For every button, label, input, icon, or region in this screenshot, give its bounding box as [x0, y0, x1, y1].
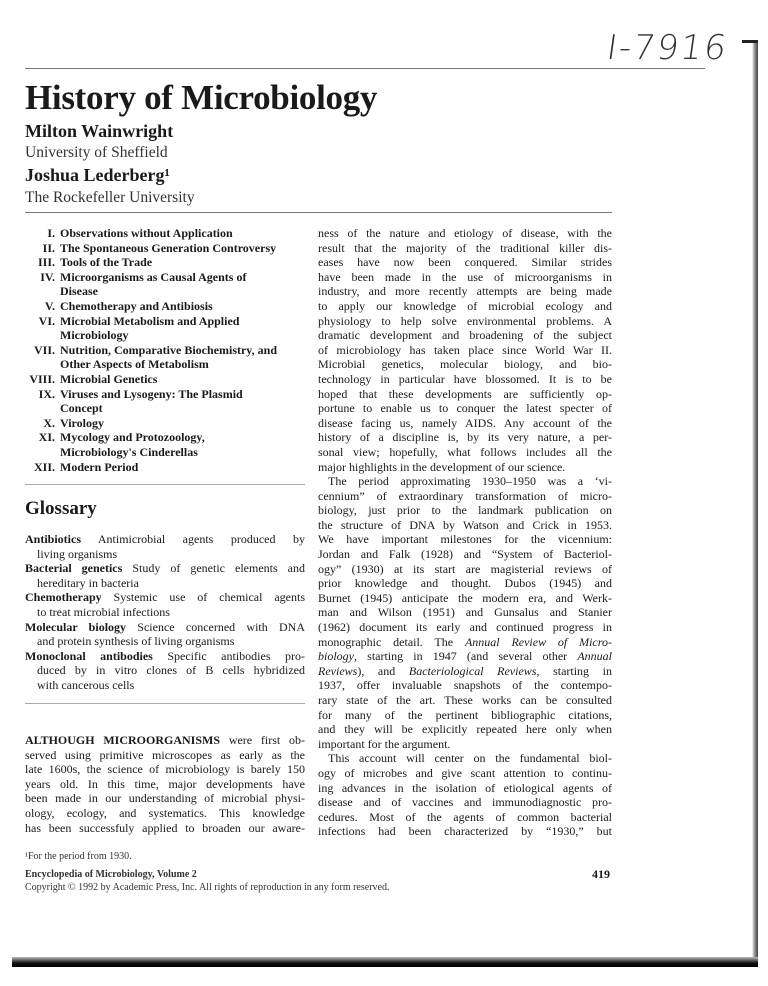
glossary-line	[25, 649, 305, 664]
text-span: monographic detail. The	[318, 634, 465, 649]
glossary-definition: Study of genetic elements and	[132, 561, 305, 576]
toc-number: IV.	[40, 269, 55, 284]
toc-item	[25, 343, 305, 358]
right-column-text	[318, 226, 612, 839]
glossary-term: Chemotherapy	[25, 590, 102, 605]
glossary-definition: Antimicrobial agents produced by	[97, 532, 305, 546]
intro-line	[25, 791, 305, 806]
intro-line	[25, 821, 305, 836]
glossary-line	[25, 576, 305, 591]
toc-number: IX.	[38, 386, 55, 401]
toc-item	[25, 270, 305, 285]
header-rule	[25, 212, 612, 213]
text-span: , starting in 1947 (and several other	[354, 649, 578, 664]
top-rule	[25, 68, 705, 69]
glossary-definition: with cancerous cells	[37, 677, 135, 692]
toc-label: Virology	[60, 415, 104, 430]
glossary-term: Antibiotics	[25, 532, 82, 546]
author-name: Joshua Lederberg¹	[25, 165, 170, 185]
scan-corner-mark	[742, 40, 758, 43]
scan-edge-shadow	[752, 40, 758, 960]
author-name: Milton Wainwright	[25, 121, 174, 141]
toc-label-continued: Disease	[60, 284, 98, 299]
glossary-line	[25, 590, 305, 605]
toc-item	[25, 460, 305, 475]
toc-rule	[25, 484, 305, 485]
intro-paragraph	[25, 733, 305, 835]
toc-label: Modern Period	[60, 459, 139, 474]
glossary-line	[25, 620, 305, 635]
intro-text: has been successfuly applied to broaden our aware-	[25, 820, 305, 835]
glossary-line	[25, 663, 305, 678]
italic-text: Annual Review of Micro-	[464, 634, 612, 649]
text-line: portune to enable us to conquer the latest specter of	[318, 401, 612, 416]
text-line: man and Wilson (1951) and Gunsalus and Stanier	[318, 605, 612, 620]
text-line: We have important milestones for the vicennium:	[318, 532, 612, 547]
glossary-list	[25, 532, 305, 693]
glossary-line	[25, 532, 305, 547]
toc-label-continued: Microbiology's Cinderellas	[60, 444, 198, 459]
intro-text: years old. In this time, major developments have	[25, 776, 305, 791]
toc-label: Observations without Application	[60, 226, 233, 240]
italic-text: Bacteriological Reviews	[408, 663, 537, 678]
publication-line: Encyclopedia of Microbiology, Volume 2	[25, 869, 197, 880]
toc-item	[25, 430, 305, 445]
text-line: (1962) document its early and continued progress in	[318, 620, 612, 635]
text-line: Jordan and Falk (1928) and “System of Bacteriol-	[318, 547, 612, 562]
text-line: ogy of microbes and give scant attention to continu-	[318, 765, 612, 780]
glossary-definition: Specific antibodies pro-	[167, 648, 305, 663]
text-line: history of a discipline is, by its very nature, a per-	[318, 430, 612, 445]
page-title: History of Microbiology	[25, 78, 378, 117]
glossary-definition: to treat microbial infections	[37, 604, 170, 619]
text-line: ogy” (1930) at its start are magisterial reviews of	[318, 561, 612, 576]
text-line: 1937, offer invaluable snapshots of the contempo-	[318, 678, 612, 693]
text-line: rary state of the art. These works can be consulted	[318, 693, 612, 707]
toc-label: Microbial Metabolism and Applied	[60, 313, 240, 328]
toc-item	[25, 226, 305, 241]
text-line: ing advances in the isolation of etiological agents of	[318, 780, 612, 795]
toc-label: Mycology and Protozoology,	[60, 430, 205, 445]
glossary-line	[25, 547, 305, 562]
text-line: cennium” of extraordinary transformation of micro-	[318, 488, 612, 503]
intro-text: were first ob-	[228, 733, 306, 747]
toc-item	[25, 241, 305, 256]
intro-lead: ALTHOUGH MICROORGANISMS	[25, 733, 221, 747]
toc-number: XII.	[33, 459, 55, 474]
intro-line	[25, 733, 305, 748]
intro-line	[25, 777, 305, 792]
glossary-definition: hereditary in bacteria	[37, 575, 139, 590]
text-line: The period approximating 1930–1950 was a ‘vi-	[328, 474, 612, 489]
toc-item	[25, 314, 305, 329]
toc-item	[25, 255, 305, 270]
intro-text: served using primitive microscopes as early as the	[25, 747, 305, 762]
author-affiliation: University of Sheffield	[25, 144, 168, 161]
text-line: dramatic development and broadening of the subject	[318, 328, 612, 343]
toc-label: Viruses and Lysogeny: The Plasmid	[60, 386, 243, 401]
intro-text: been made in our understanding of microbial physi-	[25, 791, 305, 806]
glossary-term: Bacterial genetics	[25, 561, 123, 576]
intro-line	[25, 748, 305, 763]
text-span: ), and	[357, 663, 409, 678]
text-line: to apply our knowledge of microbial ecology and	[318, 298, 612, 313]
text-line: prior knowledge and thought. Dubos (1945) and	[318, 576, 612, 591]
toc-label: The Spontaneous Generation Controversy	[60, 240, 277, 255]
toc-label: Tools of the Trade	[60, 255, 153, 270]
text-span: , starting in	[536, 663, 612, 678]
text-line: the structure of DNA by Watson and Crick in 1953.	[318, 517, 612, 532]
text-line: important for the argument.	[318, 736, 451, 751]
toc-item	[25, 372, 305, 387]
glossary-heading: Glossary	[25, 498, 97, 519]
glossary-line	[25, 561, 305, 576]
glossary-line	[25, 605, 305, 620]
toc-number: II.	[42, 240, 55, 255]
text-line: cedures. Most of the agents of common bacterial	[318, 809, 612, 824]
author-affiliation: The Rockefeller University	[25, 189, 195, 206]
toc-label: Nutrition, Comparative Biochemistry, and	[60, 342, 277, 357]
intro-text: late 1600s, the science of microbiology is barely 150	[25, 762, 305, 777]
intro-line	[25, 762, 305, 777]
intro-line	[25, 806, 305, 821]
glossary-definition: duced by in vitro clones of B cells hybridized	[37, 663, 305, 678]
text-line: physiology to help solve environmental problems. A	[318, 313, 612, 328]
text-line: of microbiology has taken place since World War II.	[318, 342, 612, 357]
glossary-term: Molecular biology	[25, 619, 127, 634]
text-line: disease and of vaccines and immunodiagnostic pro-	[318, 795, 612, 810]
copyright-line: Copyright © 1992 by Academic Press, Inc. All rights of reproduction in any form reserved.	[25, 882, 390, 893]
toc-label-continued: Concept	[60, 401, 103, 416]
glossary-definition: and protein synthesis of living organisms	[37, 634, 235, 649]
toc-number: VII.	[33, 342, 55, 357]
text-line	[318, 664, 612, 679]
footnote: ¹For the period from 1930.	[25, 851, 132, 862]
glossary-rule	[25, 703, 305, 704]
toc-item	[25, 299, 305, 314]
toc-label: Microbial Genetics	[60, 371, 158, 386]
toc-number: I.	[47, 226, 55, 240]
toc-label: Chemotherapy and Antibiosis	[60, 298, 213, 313]
text-line	[318, 649, 612, 664]
toc-item	[25, 416, 305, 431]
glossary-definition: living organisms	[37, 546, 118, 561]
glossary-line	[25, 634, 305, 649]
toc-number: V.	[44, 298, 55, 313]
text-line: disease facing us, namely AIDS. Any account of the	[318, 415, 612, 430]
toc-label-continued: Other Aspects of Metabolism	[60, 357, 209, 372]
text-line: industry, and more recently attempts are being made	[318, 284, 612, 299]
glossary-definition: Systemic use of chemical agents	[113, 590, 305, 605]
text-line	[318, 635, 612, 650]
text-line: sonal view; hopefully, what follows includes all the	[318, 444, 612, 459]
text-line: ness of the nature and etiology of disease, with the	[318, 226, 612, 240]
text-line: and they will be explicitly repeated here only when	[318, 722, 612, 737]
toc-number: VI.	[38, 313, 55, 328]
toc-number: VIII.	[29, 371, 55, 386]
scan-bottom-edge	[12, 957, 758, 967]
italic-text: biology	[318, 649, 354, 664]
text-line: for many of the pertinent bibliographic citations,	[318, 707, 612, 722]
toc-number: III.	[37, 255, 55, 270]
text-line: technology in particular have blossomed. It is to be	[318, 371, 612, 386]
italic-text: Annual	[577, 649, 612, 664]
text-line: eases have now been conquered. Similar strides	[318, 255, 612, 270]
toc-label: Microorganisms as Causal Agents of	[60, 269, 247, 284]
toc-number: X.	[43, 415, 55, 430]
glossary-line	[25, 678, 305, 693]
text-line: Burnet (1945) anticipate the modern era, and Werk-	[318, 590, 612, 605]
text-line: have been made in the use of microorganisms in	[318, 269, 612, 284]
text-line: major highlights in the development of our science.	[318, 459, 566, 474]
table-of-contents	[25, 226, 305, 474]
intro-text: ology, ecology, and systematics. This knowledge	[25, 805, 305, 820]
text-line: result that the majority of the traditional killer dis-	[318, 240, 612, 255]
glossary-term: Monoclonal antibodies	[25, 648, 153, 663]
glossary-definition: Science concerned with DNA	[137, 619, 306, 634]
toc-number: XI.	[38, 430, 55, 445]
text-line: Microbial genetics, molecular biology, and bio-	[318, 357, 612, 372]
toc-item	[25, 387, 305, 402]
text-line: This account will center on the fundamental biol-	[328, 751, 612, 766]
text-line: infections had been characterized by “1930,” but	[318, 824, 612, 839]
handwritten-note: I-7916	[604, 28, 731, 68]
page-number: 419	[592, 867, 610, 881]
italic-text: Reviews	[318, 663, 358, 678]
text-line: hoped that these developments are sufficiently op-	[318, 386, 612, 401]
text-line: biology, just prior to the landmark publication on	[318, 503, 612, 518]
toc-label-continued: Microbiology	[60, 328, 129, 343]
